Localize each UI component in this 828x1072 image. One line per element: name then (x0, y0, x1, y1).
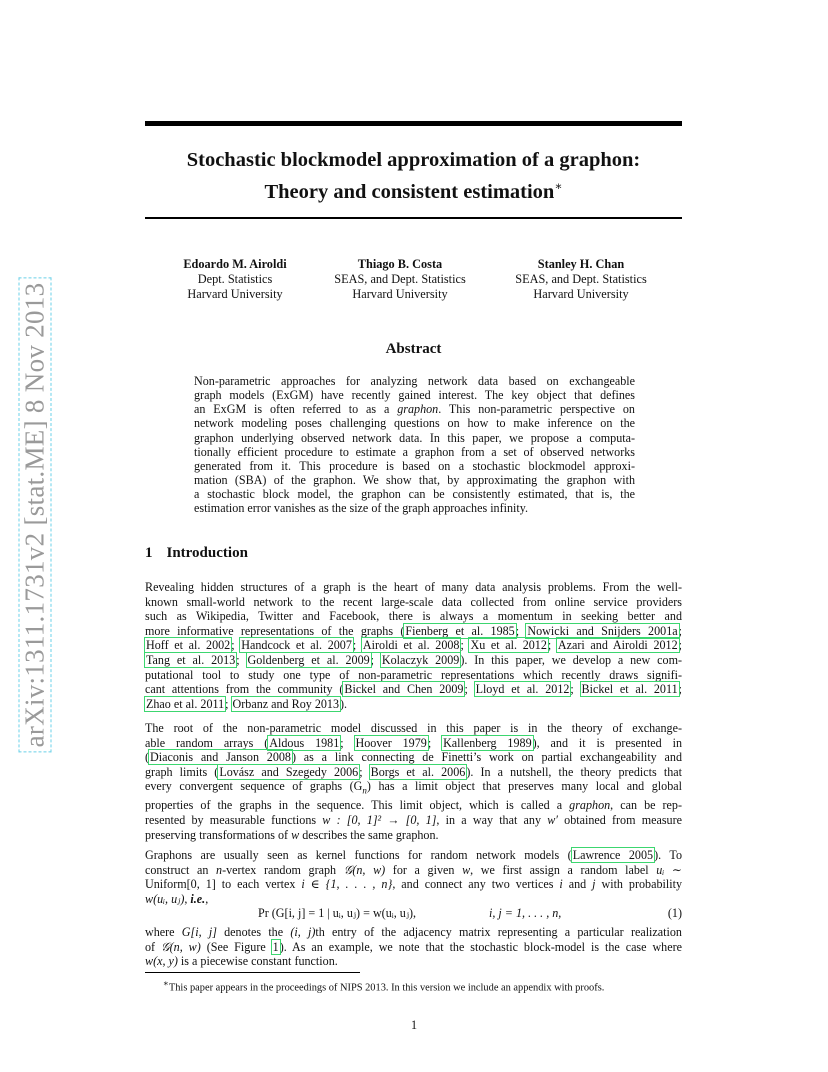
section-number: 1 (145, 545, 153, 561)
citation-link[interactable]: Fienberg et al. 1985 (405, 623, 515, 638)
equation-body: Pr (G[i, j] = 1 | uᵢ, uⱼ) = w(uᵢ, uⱼ), (258, 906, 417, 920)
figure-link[interactable]: 1 (272, 939, 279, 954)
equation-label: (1) (667, 906, 682, 920)
citation-link[interactable]: Xu et al. 2012 (470, 638, 547, 653)
abstract-body: Non-parametric approaches for analyzing network data based on exchangeable graph models (ExGM) have recently gained interest. The key object that defines an ExGM is often referred to as a graphon. This non-parametric perspective on network modeling poses challenging questions on how to make inference on the graphon underlying observed network data. In this paper, we propose a computa- tionally efficient procedure to estimate a graphon from a set of observed networks generated from it. This procedure is based on a stochastic blockmodel approxi- mation (SBA) of the graphon. We show that, by approximating the graphon with a stochastic block model, the graphon can be consistently estimated, that is, the estimation error vanishes as the size of the graph approaches infinity. (194, 374, 635, 516)
equation-condition: i, j = 1, . . . , n, (489, 906, 562, 920)
title-footnote-mark: ∗ (554, 179, 563, 193)
citation-link[interactable]: Bickel et al. 2011 (581, 682, 678, 697)
section-heading (145, 545, 248, 562)
citation-link[interactable]: Airoldi et al. 2008 (362, 638, 460, 653)
author-dept: SEAS, and Dept. Statistics (334, 272, 466, 286)
title-line-1: Stochastic blockmodel approximation of a graphon: (186, 149, 641, 171)
citation-link[interactable]: Zhao et al. 2011 (146, 696, 225, 711)
footnote (163, 978, 604, 993)
citation-link[interactable]: Handcock et al. 2007 (241, 638, 352, 653)
author-dept: Dept. Statistics (197, 272, 273, 286)
citation-link[interactable]: Kolaczyk 2009 (381, 652, 460, 667)
citation-link[interactable]: Hoff et al. 2002 (146, 638, 231, 653)
title-top-rule (145, 121, 682, 126)
author-inst: Harvard University (352, 287, 448, 301)
author-1 (150, 257, 320, 302)
page-number: 1 (410, 1018, 418, 1032)
abstract-heading: Abstract (385, 341, 442, 357)
footnote-text: This paper appears in the proceedings of NIPS 2013. In this version we include an appendix with proofs. (168, 982, 605, 994)
author-inst: Harvard University (187, 287, 283, 301)
citation-link[interactable]: Diaconis and Janson 2008 (150, 750, 291, 765)
citation-link[interactable]: Lovász and Szegedy 2006 (219, 764, 359, 779)
intro-paragraph-2: The root of the non-parametric model discussed in this paper is in the theory of exchange- able random arrays (Aldous 1981; Hoover 1979; Kallenberg 1989), and it is presented in (Diaconis and Janson 2008) as a link connecting de Finetti’s work on partial exchangeability and graph limits (Lovász and Szegedy 2006; Borgs et al. 2006). In a nutshell, the theory predicts that every convergent sequence of graphs $(G_n)$ has a limit object that preserves many local and global properties of the graphs in the sequence. This limit object, which is called a graphon, can be rep- resented by measurable functions w : [0, 1]² → [0, 1], in a way that any w′ obtained from measure preserving transformations of w describes the same graphon. (145, 721, 683, 842)
citation-link[interactable]: Borgs et al. 2006 (370, 764, 466, 779)
citation-link[interactable]: Lloyd et al. 2012 (475, 682, 570, 697)
author-2 (315, 257, 485, 302)
intro-paragraph-1: Revealing hidden structures of a graph is the heart of many data analysis problems. From the well- known small-world network to the recent large-scale data collected from online service providers such as Wikipedia, Twitter and Facebook, there is always a momentum in seeking better and more informative representations of the graphs (Fienberg et al. 1985; Nowicki and Snijders 2001a; Hoff et al. 2002; Handcock et al. 2007; Airoldi et al. 2008; Xu et al. 2012; Azari and Airoldi 2012; Tang et al. 2013; Goldenberg et al. 2009; Kolaczyk 2009). In this paper, we develop a new com- putational tool to study one type of non-parametric representations which recently draws signifi- cant attentions from the community (Bickel and Chen 2009; Lloyd et al. 2012; Bickel et al. 2011; Zhao et al. 2011; Orbanz and Roy 2013). (145, 580, 683, 711)
footnote-rule (145, 972, 360, 973)
arxiv-side-stamp (10, 245, 60, 785)
section-title: Introduction (166, 545, 248, 561)
intro-paragraph-3: Graphons are usually seen as kernel functions for random network models (Lawrence 2005). To construct an n-vertex random graph 𝒢(n, w) for a given w, we first assign a random label uᵢ ∼ Uniform[0, 1] to each vertex i ∈ {1, . . . , n}, and connect any two vertices i and j with probability w(uᵢ, uⱼ), i.e., (145, 848, 683, 906)
citation-link[interactable]: Lawrence 2005 (572, 848, 654, 862)
citation-link[interactable]: Aldous 1981 (269, 735, 340, 750)
author-3 (496, 257, 666, 302)
citation-link[interactable]: Kallenberg 1989 (443, 735, 532, 750)
title-bottom-rule (145, 217, 682, 219)
author-name: Thiago B. Costa (357, 257, 443, 271)
citation-link[interactable]: Orbanz and Roy 2013 (232, 696, 340, 711)
citation-link[interactable]: Goldenberg et al. 2009 (247, 652, 370, 667)
footnote-mark: ∗ (163, 978, 169, 988)
arxiv-identifier[interactable]: arXiv:1311.1731v2 [stat.ME] 8 Nov 2013 (19, 278, 52, 753)
citation-link[interactable]: Tang et al. 2013 (146, 652, 236, 667)
author-name: Stanley H. Chan (537, 257, 625, 271)
paper-title (145, 147, 682, 205)
citation-link[interactable]: Bickel and Chen 2009 (344, 682, 464, 697)
citation-link[interactable]: Azari and Airoldi 2012 (557, 638, 678, 653)
author-inst: Harvard University (533, 287, 629, 301)
author-dept: SEAS, and Dept. Statistics (515, 272, 647, 286)
intro-paragraph-4: where G[i, j] denotes the (i, j)th entry of the adjacency matrix representing a particular realization of 𝒢(n, w) (See Figure 1). As an example, we note that the stochastic block-model is the case where w(x, y) is a piecewise constant function. (145, 925, 682, 969)
citation-link[interactable]: Hoover 1979 (355, 735, 427, 750)
author-name: Edoardo M. Airoldi (183, 257, 287, 271)
citation-link[interactable]: Nowicki and Snijders 2001a (527, 623, 678, 638)
title-line-2: Theory and consistent estimation (264, 180, 555, 203)
